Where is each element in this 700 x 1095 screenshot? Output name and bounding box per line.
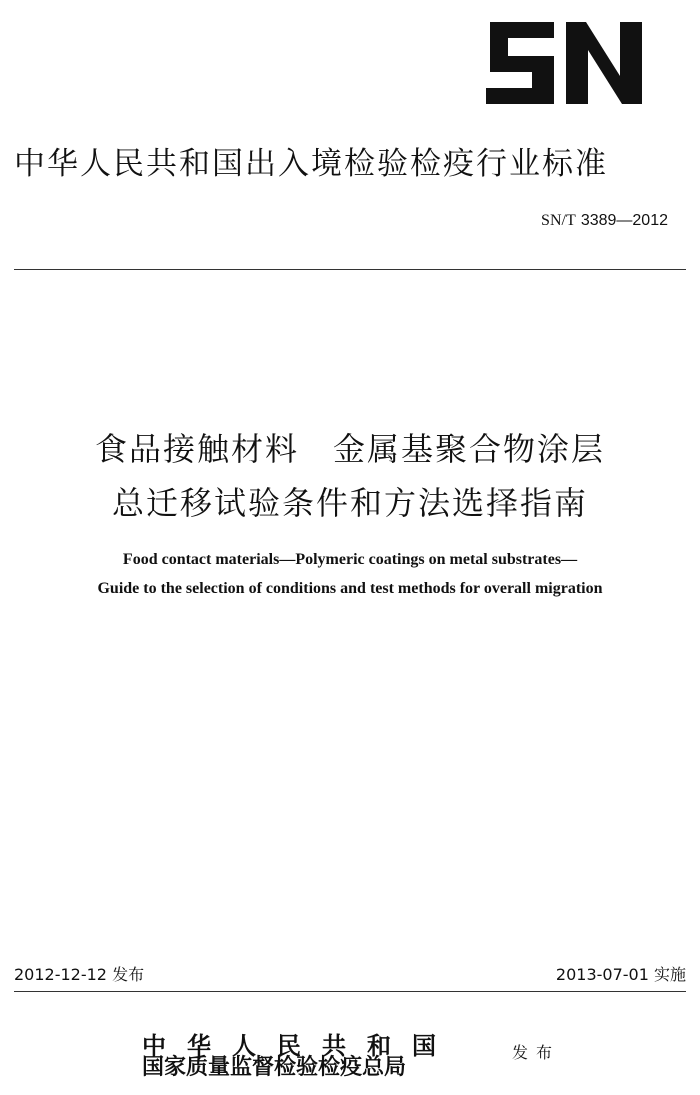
standard-prefix: SN/T	[541, 212, 576, 229]
sn-logo-graphic	[482, 18, 646, 108]
chinese-title-line-1: 食品接触材料 金属基聚合物涂层	[94, 430, 605, 468]
chinese-title-line-2: 总迁移试验条件和方法选择指南	[111, 484, 588, 522]
issuer-line-2: 国家质量监督检验检疫总局	[142, 1054, 407, 1080]
implementation-date: 2013-07-01 实施	[555, 965, 686, 984]
agency-title: 中华人民共和国出入境检验检疫行业标准	[14, 146, 608, 182]
issue-date: 2012-12-12 发布	[14, 965, 145, 984]
standard-code: 3389—2012	[580, 212, 668, 229]
standard-number	[541, 210, 668, 230]
top-divider	[14, 269, 686, 270]
english-title-line-2: Guide to the selection of conditions and test methods for overall migration	[97, 580, 603, 597]
issuer-line-1: 中华人民共和国	[142, 1031, 457, 1060]
issued-label: 发布	[512, 1043, 561, 1062]
english-title-line-1: Food contact materials—Polymeric coatings on metal substrates—	[122, 551, 578, 568]
sn-logo	[482, 18, 646, 108]
bottom-divider	[14, 991, 686, 992]
